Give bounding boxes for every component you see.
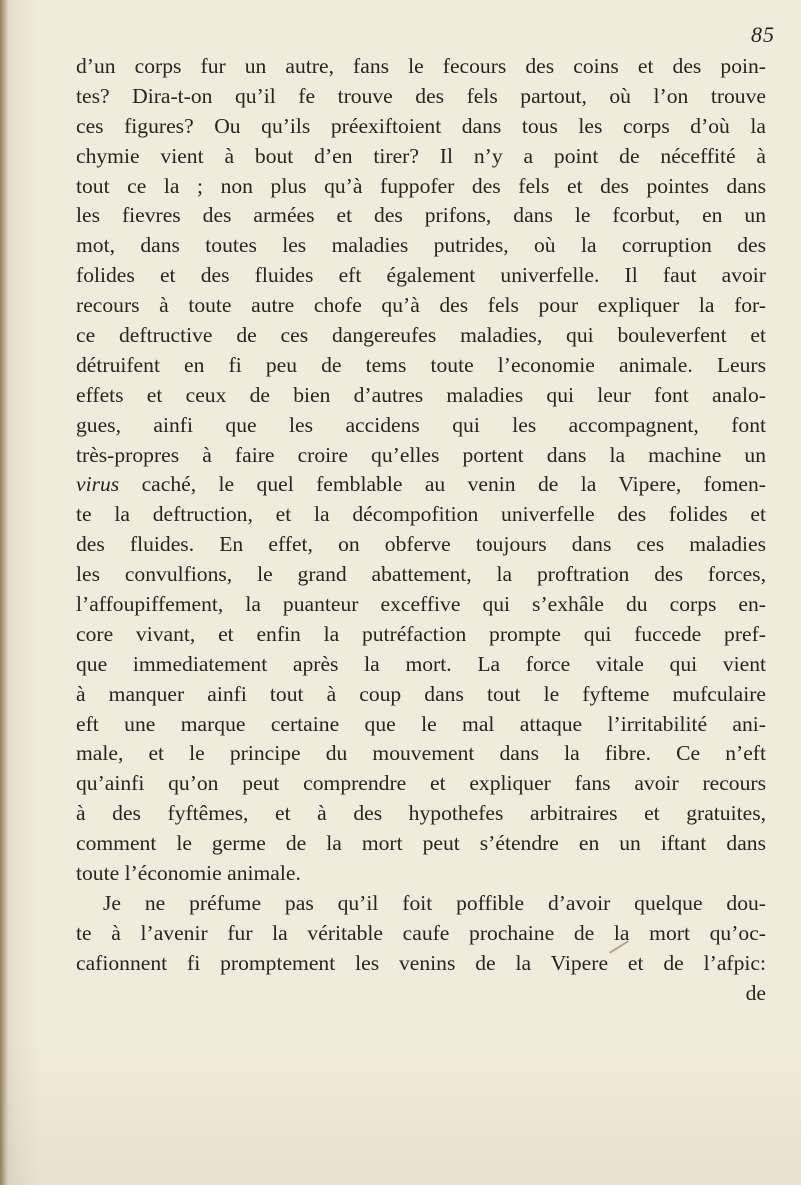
page-number: 85: [751, 22, 775, 47]
text-line: comment le germe de la mort peut s’étendre en un iftant dans: [76, 831, 766, 856]
text-line: core vivant, et enfin la putréfaction prompte qui fuccede pref-: [76, 621, 766, 646]
text-line: mot, dans toutes les maladies putrides, où la corruption des: [76, 233, 766, 258]
text-line: les fievres des armées et des prifons, dans le fcorbut, en un: [76, 203, 766, 228]
text-line: folides et des fluides eft également univerfelle. Il faut avoir: [76, 263, 766, 288]
text-line: tout ce la ; non plus qu’à fuppofer des fels et des pointes dans: [76, 173, 766, 198]
text-line: d’un corps fur un autre, fans le fecours des coins et des poin-: [76, 54, 766, 78]
text-line: male, et le principe du mouvement dans la fibre. Ce n’eft: [76, 741, 766, 766]
catchword: de: [745, 980, 766, 1005]
text-line: tes? Dira-t-on qu’il fe trouve des fels partout, où l’on trouve: [76, 83, 766, 108]
text-line: gues, ainfi que les accidens qui les accompagnent, font: [76, 412, 766, 437]
text-line: ces figures? Ou qu’ils préexiftoient dans tous les corps d’où la: [76, 113, 766, 138]
paragraph-end-line: toute l’économie animale.: [76, 861, 301, 886]
text-line: te la deftruction, et la décompofition univerfelle des folides et: [76, 502, 766, 527]
text-line: très-propres à faire croire qu’elles portent dans la machine un: [76, 442, 766, 467]
paragraph-start-line: Je ne préfume pas qu’il foit poffible d’avoir quelque dou-: [103, 890, 766, 915]
text-line: chymie vient à bout d’en tirer? Il n’y a point de néceffité à: [76, 143, 766, 168]
text-line: à manquer ainfi tout à coup dans tout le fyfteme mufculaire: [76, 681, 766, 706]
text-line: des fluides. En effet, on obferve toujours dans ces maladies: [76, 532, 766, 557]
text-line: l’affoupiffement, la puanteur exceffive qui s’exhâle du corps en-: [76, 592, 766, 617]
text-line: eft une marque certaine que le mal attaque l’irritabilité ani-: [76, 711, 766, 736]
text-line: virus caché, le quel femblable au venin de la Vipere, fomen-: [76, 472, 766, 497]
text-line: cafionnent fi promptement les venins de la Vipere et de l’afpic:: [76, 950, 766, 975]
binding-edge: [0, 0, 8, 1185]
text-line: te à l’avenir fur la véritable caufe prochaine de la mort qu’oc-: [76, 920, 766, 945]
italic-word: virus: [76, 472, 120, 497]
text-line: les convulfions, le grand abattement, la proftration des forces,: [76, 562, 766, 587]
text-line: ce deftructive de ces dangereufes maladies, qui bouleverfent et: [76, 323, 766, 348]
text-line: recours à toute autre chofe qu’à des fels pour expliquer la for-: [76, 293, 766, 318]
text-line: effets et ceux de bien d’autres maladies qui leur font analo-: [76, 382, 766, 407]
body-text: [76, 52, 766, 1009]
text-line: que immediatement après la mort. La force vitale qui vient: [76, 651, 766, 676]
text-line: détruifent en fi peu de tems toute l’economie animale. Leurs: [76, 352, 766, 377]
text-line: qu’ainfi qu’on peut comprendre et expliquer fans avoir recours: [76, 771, 766, 796]
text-line: à des fyftêmes, et à des hypothefes arbitraires et gratuites,: [76, 801, 766, 826]
